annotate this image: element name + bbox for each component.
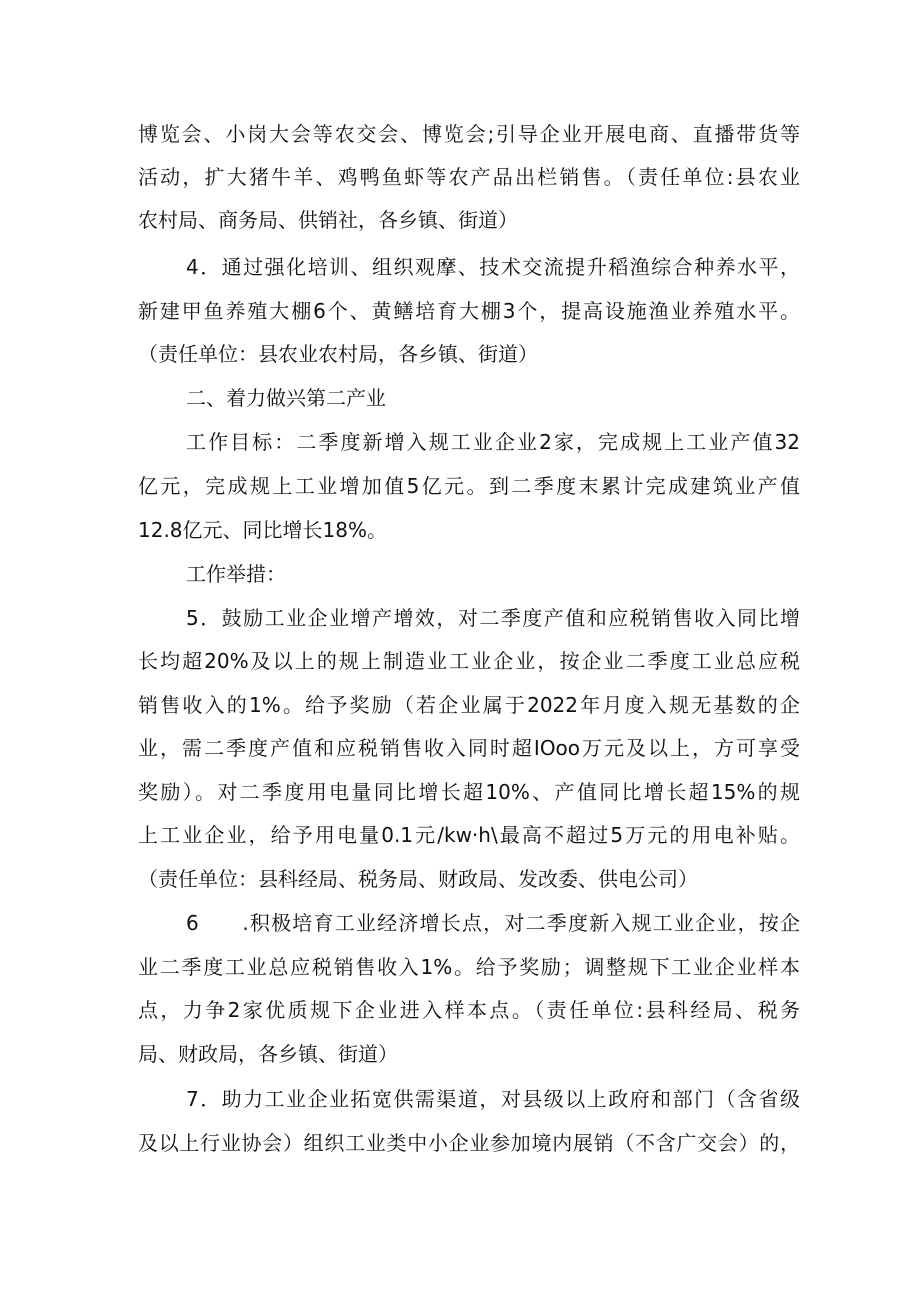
text-line: 6 .积极培育工业经济增长点，对二季度新入规工业企业，按企	[186, 911, 800, 935]
text-line: 亿元，完成规上工业增加值5亿元。到二季度末累计完成建筑业产值	[138, 474, 800, 498]
text-line: 点，力争2家优质规下企业进入样本点。（责任单位:县科经局、税务	[138, 998, 800, 1022]
text-line: 奖励）。对二季度用电量同比增长超10%、产值同比增长超15%的规	[138, 780, 800, 804]
text-line: （责任单位：县农业农村局，各乡镇、街道）	[138, 342, 538, 366]
text-line: （责任单位：县科经局、税务局、财政局、发改委、供电公司）	[138, 867, 698, 891]
text-line: 工作目标：二季度新增入规工业企业2家，完成规上工业产值32	[186, 430, 800, 454]
text-line: 12.8亿元、同比增长18%。	[138, 518, 387, 542]
text-line: 长均超20%及以上的规上制造业工业企业，按企业二季度工业总应税	[138, 649, 800, 673]
text-line: 上工业企业，给予用电量0.1元/kw·h\最高不超过5万元的用电补贴。	[138, 823, 800, 847]
text-line: 活动，扩大猪牛羊、鸡鸭鱼虾等农产品出栏销售。（责任单位:县农业	[138, 165, 800, 189]
text-line: 4．通过强化培训、组织观摩、技术交流提升稻渔综合种养水平，	[186, 255, 800, 279]
text-line: 销售收入的1%。给予奖励（若企业属于2022年月度入规无基数的企	[138, 693, 800, 717]
text-line: 局、财政局，各乡镇、街道）	[138, 1042, 398, 1066]
text-line: 5．鼓励工业企业增产增效，对二季度产值和应税销售收入同比增	[186, 606, 800, 630]
text-line: 业，需二季度产值和应税销售收入同时超IOoo万元及以上，方可享受	[138, 736, 800, 760]
subheading: 工作举措：	[186, 562, 286, 586]
text-line: 7．助力工业企业拓宽供需渠道，对县级以上政府和部门（含省级	[186, 1087, 800, 1111]
text-line: 农村局、商务局、供销社，各乡镇、街道）	[138, 208, 518, 232]
text-line: 及以上行业协会）组织工业类中小企业参加境内展销（不含广交会）的，	[138, 1131, 800, 1155]
text-line: 博览会、小岗大会等农交会、博览会;引导企业开展电商、直播带货等	[138, 122, 800, 146]
section-heading: 二、着力做兴第二产业	[186, 386, 386, 410]
text-line: 新建甲鱼养殖大棚6个、黄鳝培育大棚3个，提高设施渔业养殖水平。	[138, 299, 800, 323]
text-line: 业二季度工业总应税销售收入1%。给予奖励；调整规下工业企业样本	[138, 955, 800, 979]
